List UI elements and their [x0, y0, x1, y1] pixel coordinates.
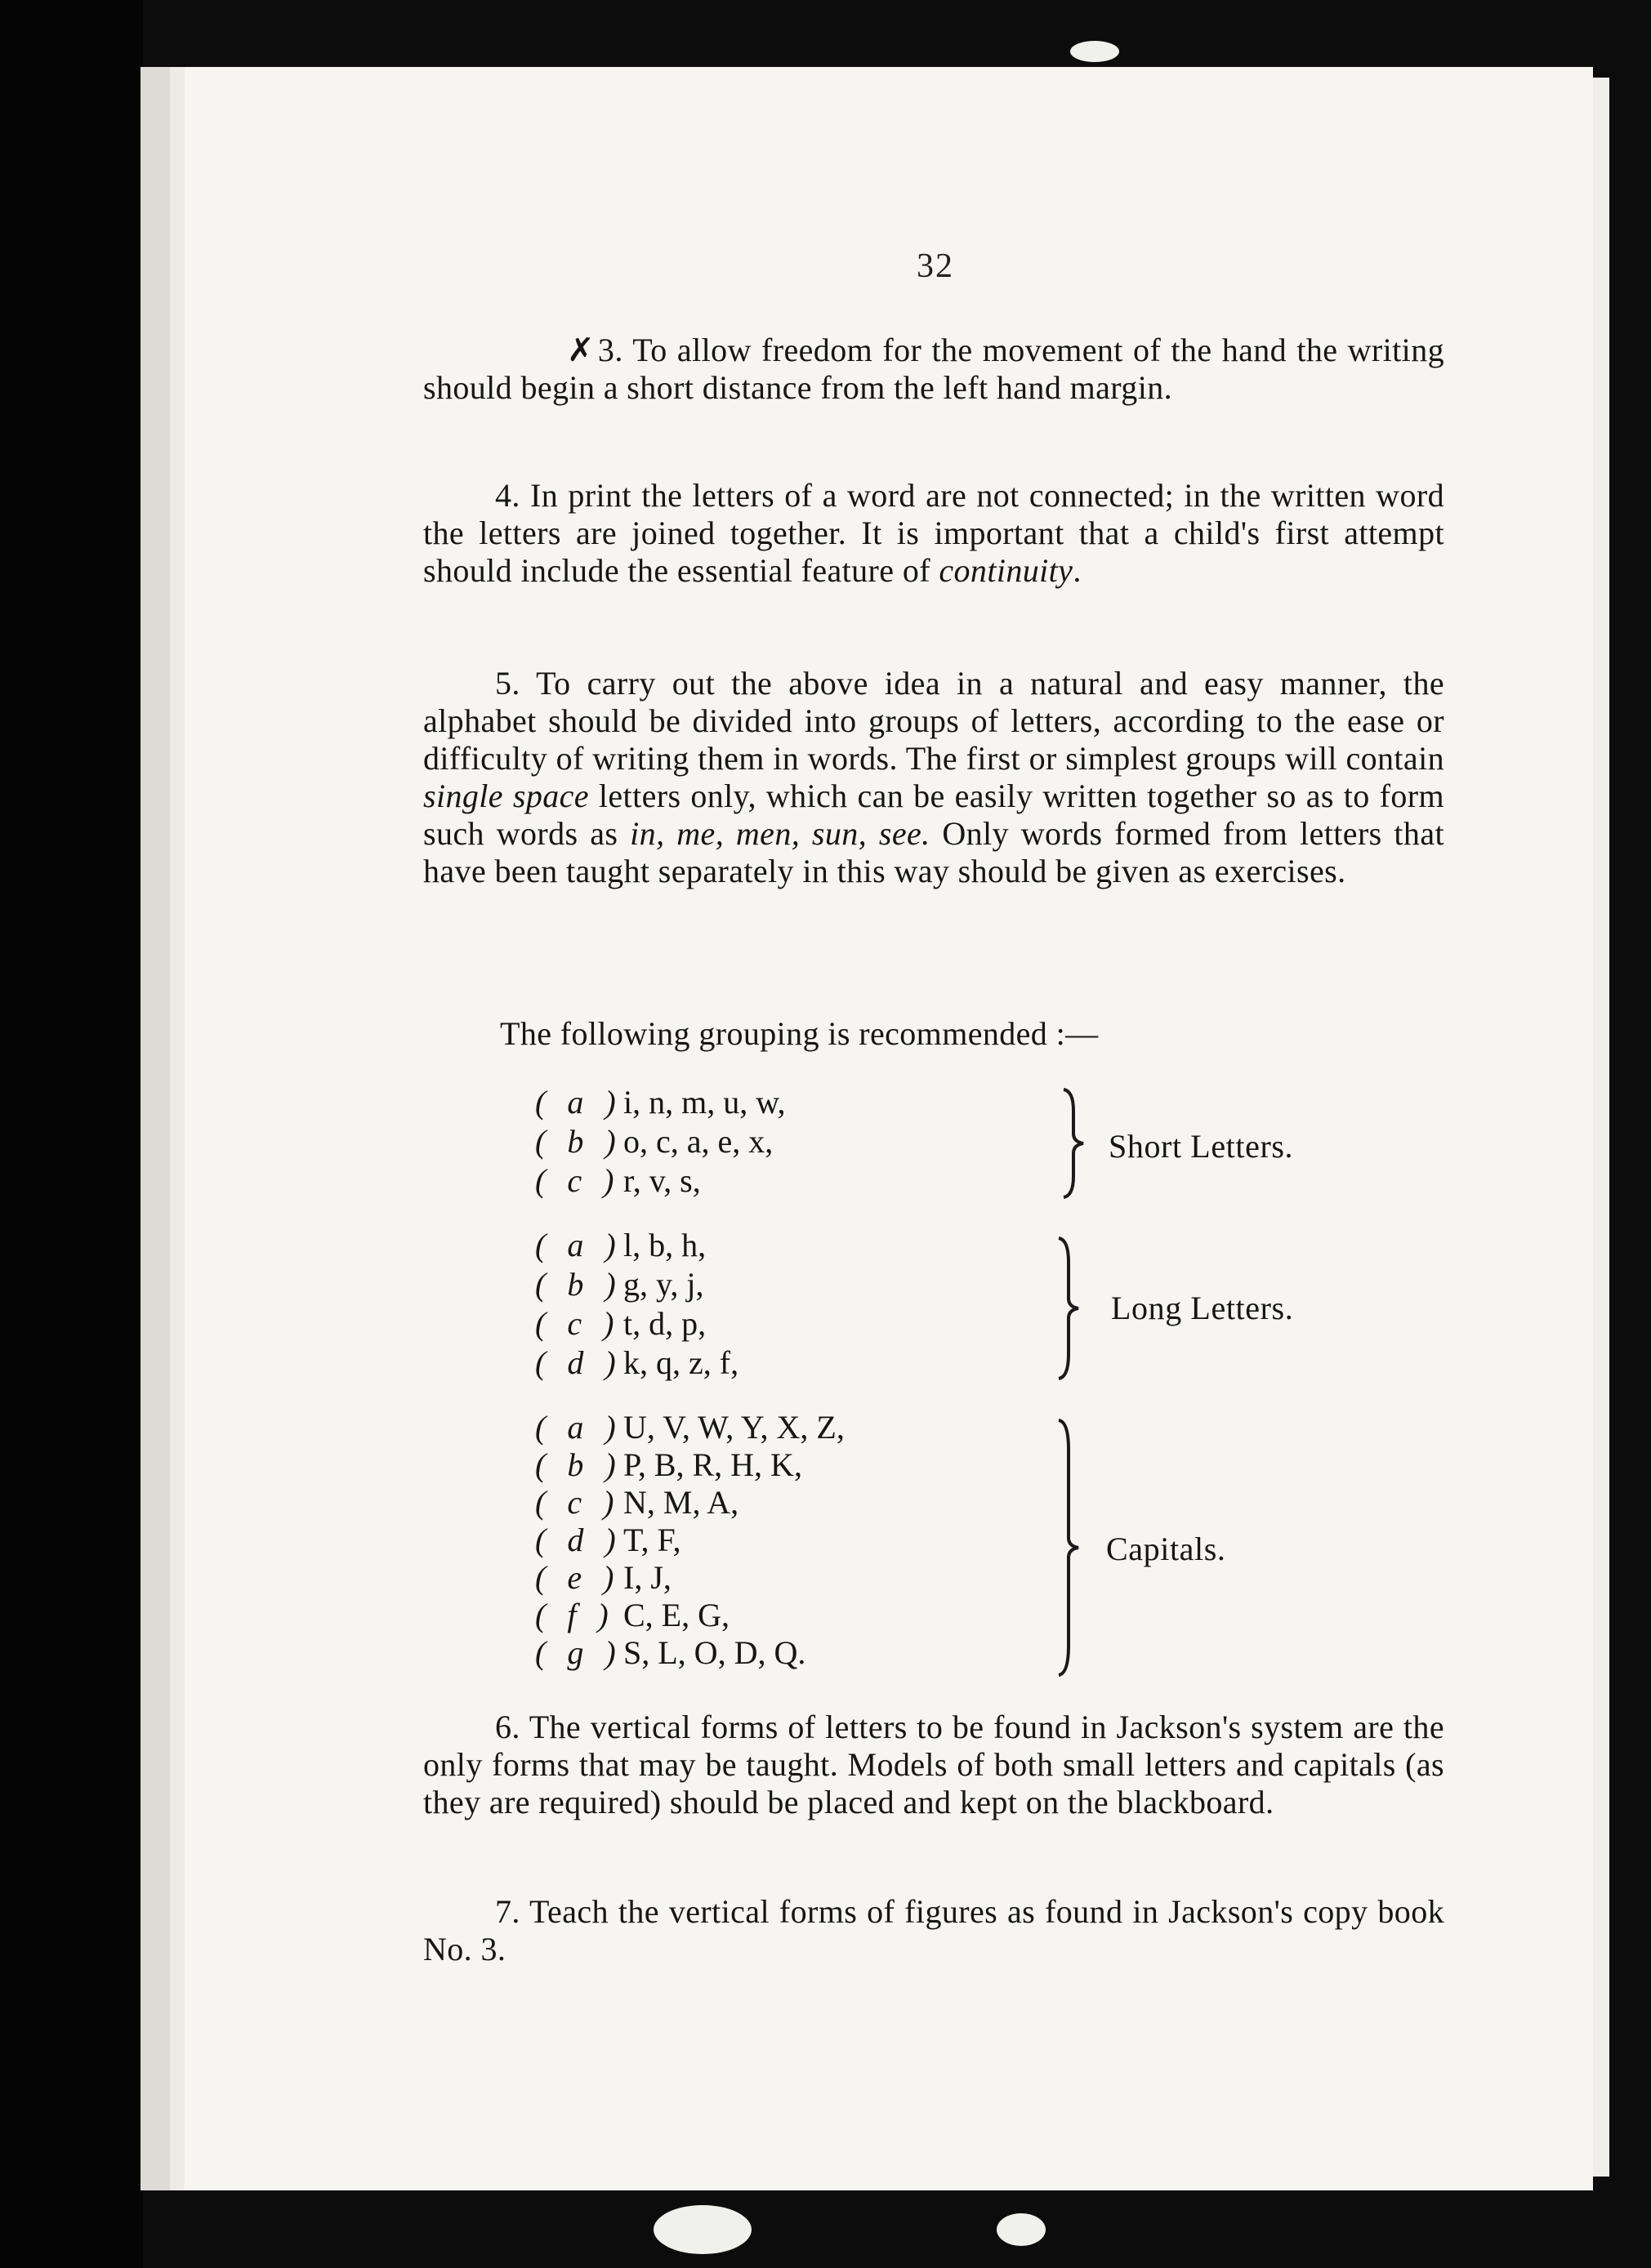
page-number: 32 [917, 247, 954, 285]
group-key: ( a ) [535, 1227, 622, 1263]
book-spine [0, 0, 143, 2268]
long-letters-row [535, 1344, 738, 1382]
group-key: ( e ) [535, 1559, 621, 1596]
paragraph-5 [423, 665, 1444, 890]
paragraph-3-text: 3. To allow freedom for the movement of the hand the writing should begin a short distance from the left hand margin. [423, 332, 1444, 406]
paragraph-6: 6. The vertical forms of letters to be found in Jackson's system are the only forms that may be taught. Models of both small letters and capitals (as they are required) should be placed and kept on the blackboard. [423, 1709, 1444, 1820]
group-key: ( c ) [535, 1162, 621, 1199]
group-key: ( a ) [535, 1409, 622, 1446]
group-letters: S, L, O, D, Q. [623, 1634, 806, 1671]
capitals-brace [1054, 1417, 1082, 1678]
group-key: ( d ) [535, 1522, 622, 1558]
long-letters-row [535, 1266, 704, 1303]
grouping-intro: The following grouping is recommended :— [500, 1015, 1099, 1052]
group-letters: g, y, j, [623, 1266, 704, 1303]
group-key: ( c ) [535, 1305, 621, 1342]
paragraph-4-end: . [1073, 552, 1082, 589]
group-letters: U, V, W, Y, X, Z, [623, 1409, 845, 1446]
paragraph-4 [423, 477, 1444, 590]
short-letters-brace [1059, 1086, 1087, 1201]
short-letters-row [535, 1162, 701, 1200]
next-page-edge [1593, 78, 1609, 2177]
paragraph-5-part3: Only words formed from letters that have been taught separately in this way should be given as exercises. [423, 815, 1444, 889]
short-letters-row [535, 1084, 786, 1121]
group-letters: C, E, G, [623, 1597, 730, 1633]
group-letters: N, M, A, [623, 1484, 739, 1521]
group-letters: i, n, m, u, w, [623, 1084, 786, 1121]
group-key: ( f ) [535, 1597, 615, 1633]
paragraph-5-emphasis-2: in, me, men, sun, see. [630, 815, 930, 852]
group-key: ( a ) [535, 1084, 622, 1121]
capitals-row [535, 1446, 802, 1484]
paragraph-7: 7. Teach the vertical forms of figures as found in Jackson's copy book No. 3. [423, 1893, 1444, 1967]
capitals-row [535, 1559, 672, 1597]
long-letters-label: Long Letters. [1111, 1290, 1294, 1326]
long-letters-brace [1054, 1235, 1082, 1382]
scan-speck [997, 2213, 1046, 2246]
group-key: ( g ) [535, 1634, 622, 1671]
group-letters: r, v, s, [623, 1162, 701, 1199]
group-key: ( d ) [535, 1344, 622, 1381]
group-letters: P, B, R, H, K, [623, 1446, 802, 1483]
group-letters: l, b, h, [623, 1227, 707, 1263]
short-letters-label: Short Letters. [1109, 1128, 1294, 1165]
long-letters-row [535, 1227, 706, 1264]
paragraph-5-part2: letters only, which can be easily written together so as to form such words as [423, 778, 1444, 852]
capitals-row [535, 1522, 681, 1559]
group-key: ( b ) [535, 1123, 622, 1160]
paragraph-4-emphasis: continuity [939, 552, 1073, 589]
group-letters: T, F, [623, 1522, 681, 1558]
scan-speck [654, 2205, 752, 2254]
capitals-label: Capitals. [1106, 1531, 1226, 1567]
scan-speck [1070, 41, 1119, 62]
long-letters-row [535, 1305, 706, 1343]
capitals-row [535, 1409, 845, 1446]
group-letters: k, q, z, f, [623, 1344, 739, 1381]
group-letters: t, d, p, [623, 1305, 707, 1342]
paragraph-3 [423, 332, 1444, 407]
group-letters: I, J, [623, 1559, 672, 1596]
group-letters: o, c, a, e, x, [623, 1123, 774, 1160]
short-letters-row [535, 1123, 773, 1161]
page-gutter-highlight [170, 67, 185, 2190]
paragraph-5-part1: 5. To carry out the above idea in a natural and easy manner, the alphabet should be divided into groups of letters, according to the ease or difficulty of writing them in words. The first or simplest groups will contain [423, 665, 1444, 777]
paragraph-4-text: 4. In print the letters of a word are not connected; in the written word the letters are joined together. It is important that a child's first attempt should include the essential feature of [423, 477, 1444, 589]
page-gutter-shadow [141, 67, 170, 2190]
capitals-row [535, 1597, 730, 1634]
capitals-row [535, 1634, 805, 1672]
group-key: ( b ) [535, 1266, 622, 1303]
handwritten-mark: ✗ [567, 332, 595, 368]
capitals-row [535, 1484, 738, 1522]
group-key: ( b ) [535, 1446, 622, 1483]
paragraph-5-emphasis-1: single space [423, 778, 589, 814]
group-key: ( c ) [535, 1484, 621, 1521]
